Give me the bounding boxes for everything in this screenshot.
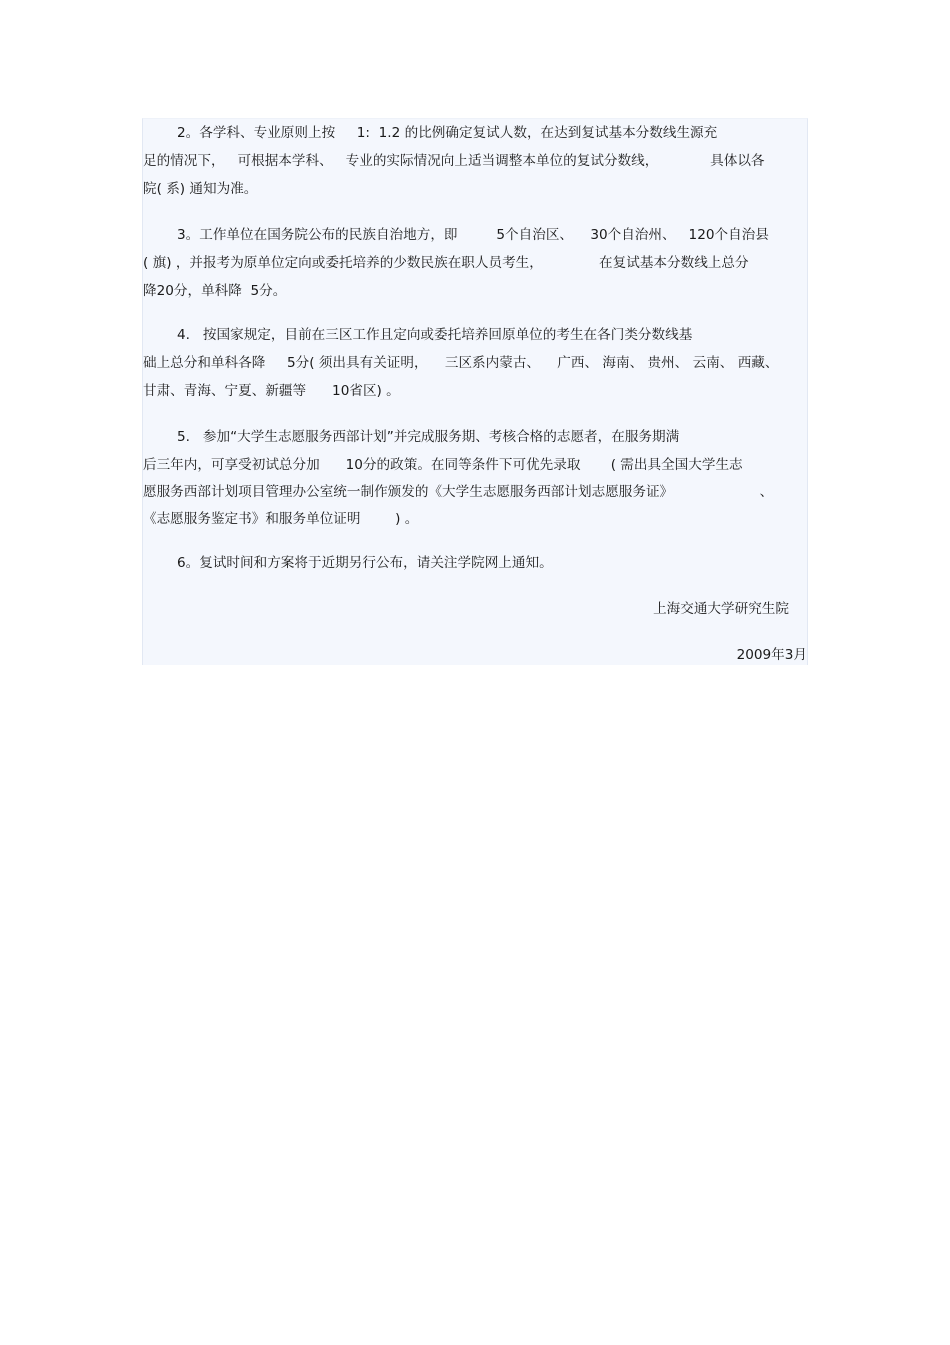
item-3-line-2: ( 旗) ，并报考为原单位定向或委托培养的少数民族在职人员考生， 在复试基本分数线上总分 xyxy=(143,255,749,271)
notice-content-box xyxy=(142,118,808,665)
signature-date: 2009年3月 xyxy=(736,647,807,663)
item-3-line-1: 3。工作单位在国务院公布的民族自治地方，即 5个自治区、 30个自治州、 120个自治县 xyxy=(177,227,769,243)
item-5-line-4: 《志愿服务鉴定书》和服务单位证明 ) 。 xyxy=(143,511,419,527)
item-6-line-1: 6。复试时间和方案将于近期另行公布，请关注学院网上通知。 xyxy=(177,555,553,571)
item-5-line-2: 后三年内，可享受初试总分加 10分的政策。在同等条件下可优先录取 ( 需出具全国大学生志 xyxy=(143,457,743,473)
item-4-line-3: 甘肃、青海、宁夏、新疆等 10省区) 。 xyxy=(143,383,400,399)
item-2-line-2: 足的情况下， 可根据本学科、 专业的实际情况向上适当调整本单位的复试分数线， 具体以各 xyxy=(143,153,765,169)
item-2-line-3: 院( 系) 通知为准。 xyxy=(143,181,258,197)
item-5-line-3: 愿服务西部计划项目管理办公室统一制作颁发的《大学生志愿服务西部计划志愿服务证》 、 xyxy=(143,484,774,500)
item-5-line-1: 5. 参加“大学生志愿服务西部计划”并完成服务期、考核合格的志愿者，在服务期满 xyxy=(177,429,680,445)
item-2-line-1: 2。各学科、专业原则上按 1: 1.2 的比例确定复试人数，在达到复试基本分数线生源充 xyxy=(177,125,718,141)
item-4-line-2: 础上总分和单科各降 5分( 须出具有关证明， 三区系内蒙古、 广西、 海南、 贵州、 云南、 西藏、 xyxy=(143,355,779,371)
item-3-line-3: 降20分，单科降 5分。 xyxy=(143,283,287,299)
item-4-line-1: 4. 按国家规定，目前在三区工作且定向或委托培养回原单位的考生在各门类分数线基 xyxy=(177,327,693,343)
signature-org: 上海交通大学研究生院 xyxy=(653,601,789,617)
